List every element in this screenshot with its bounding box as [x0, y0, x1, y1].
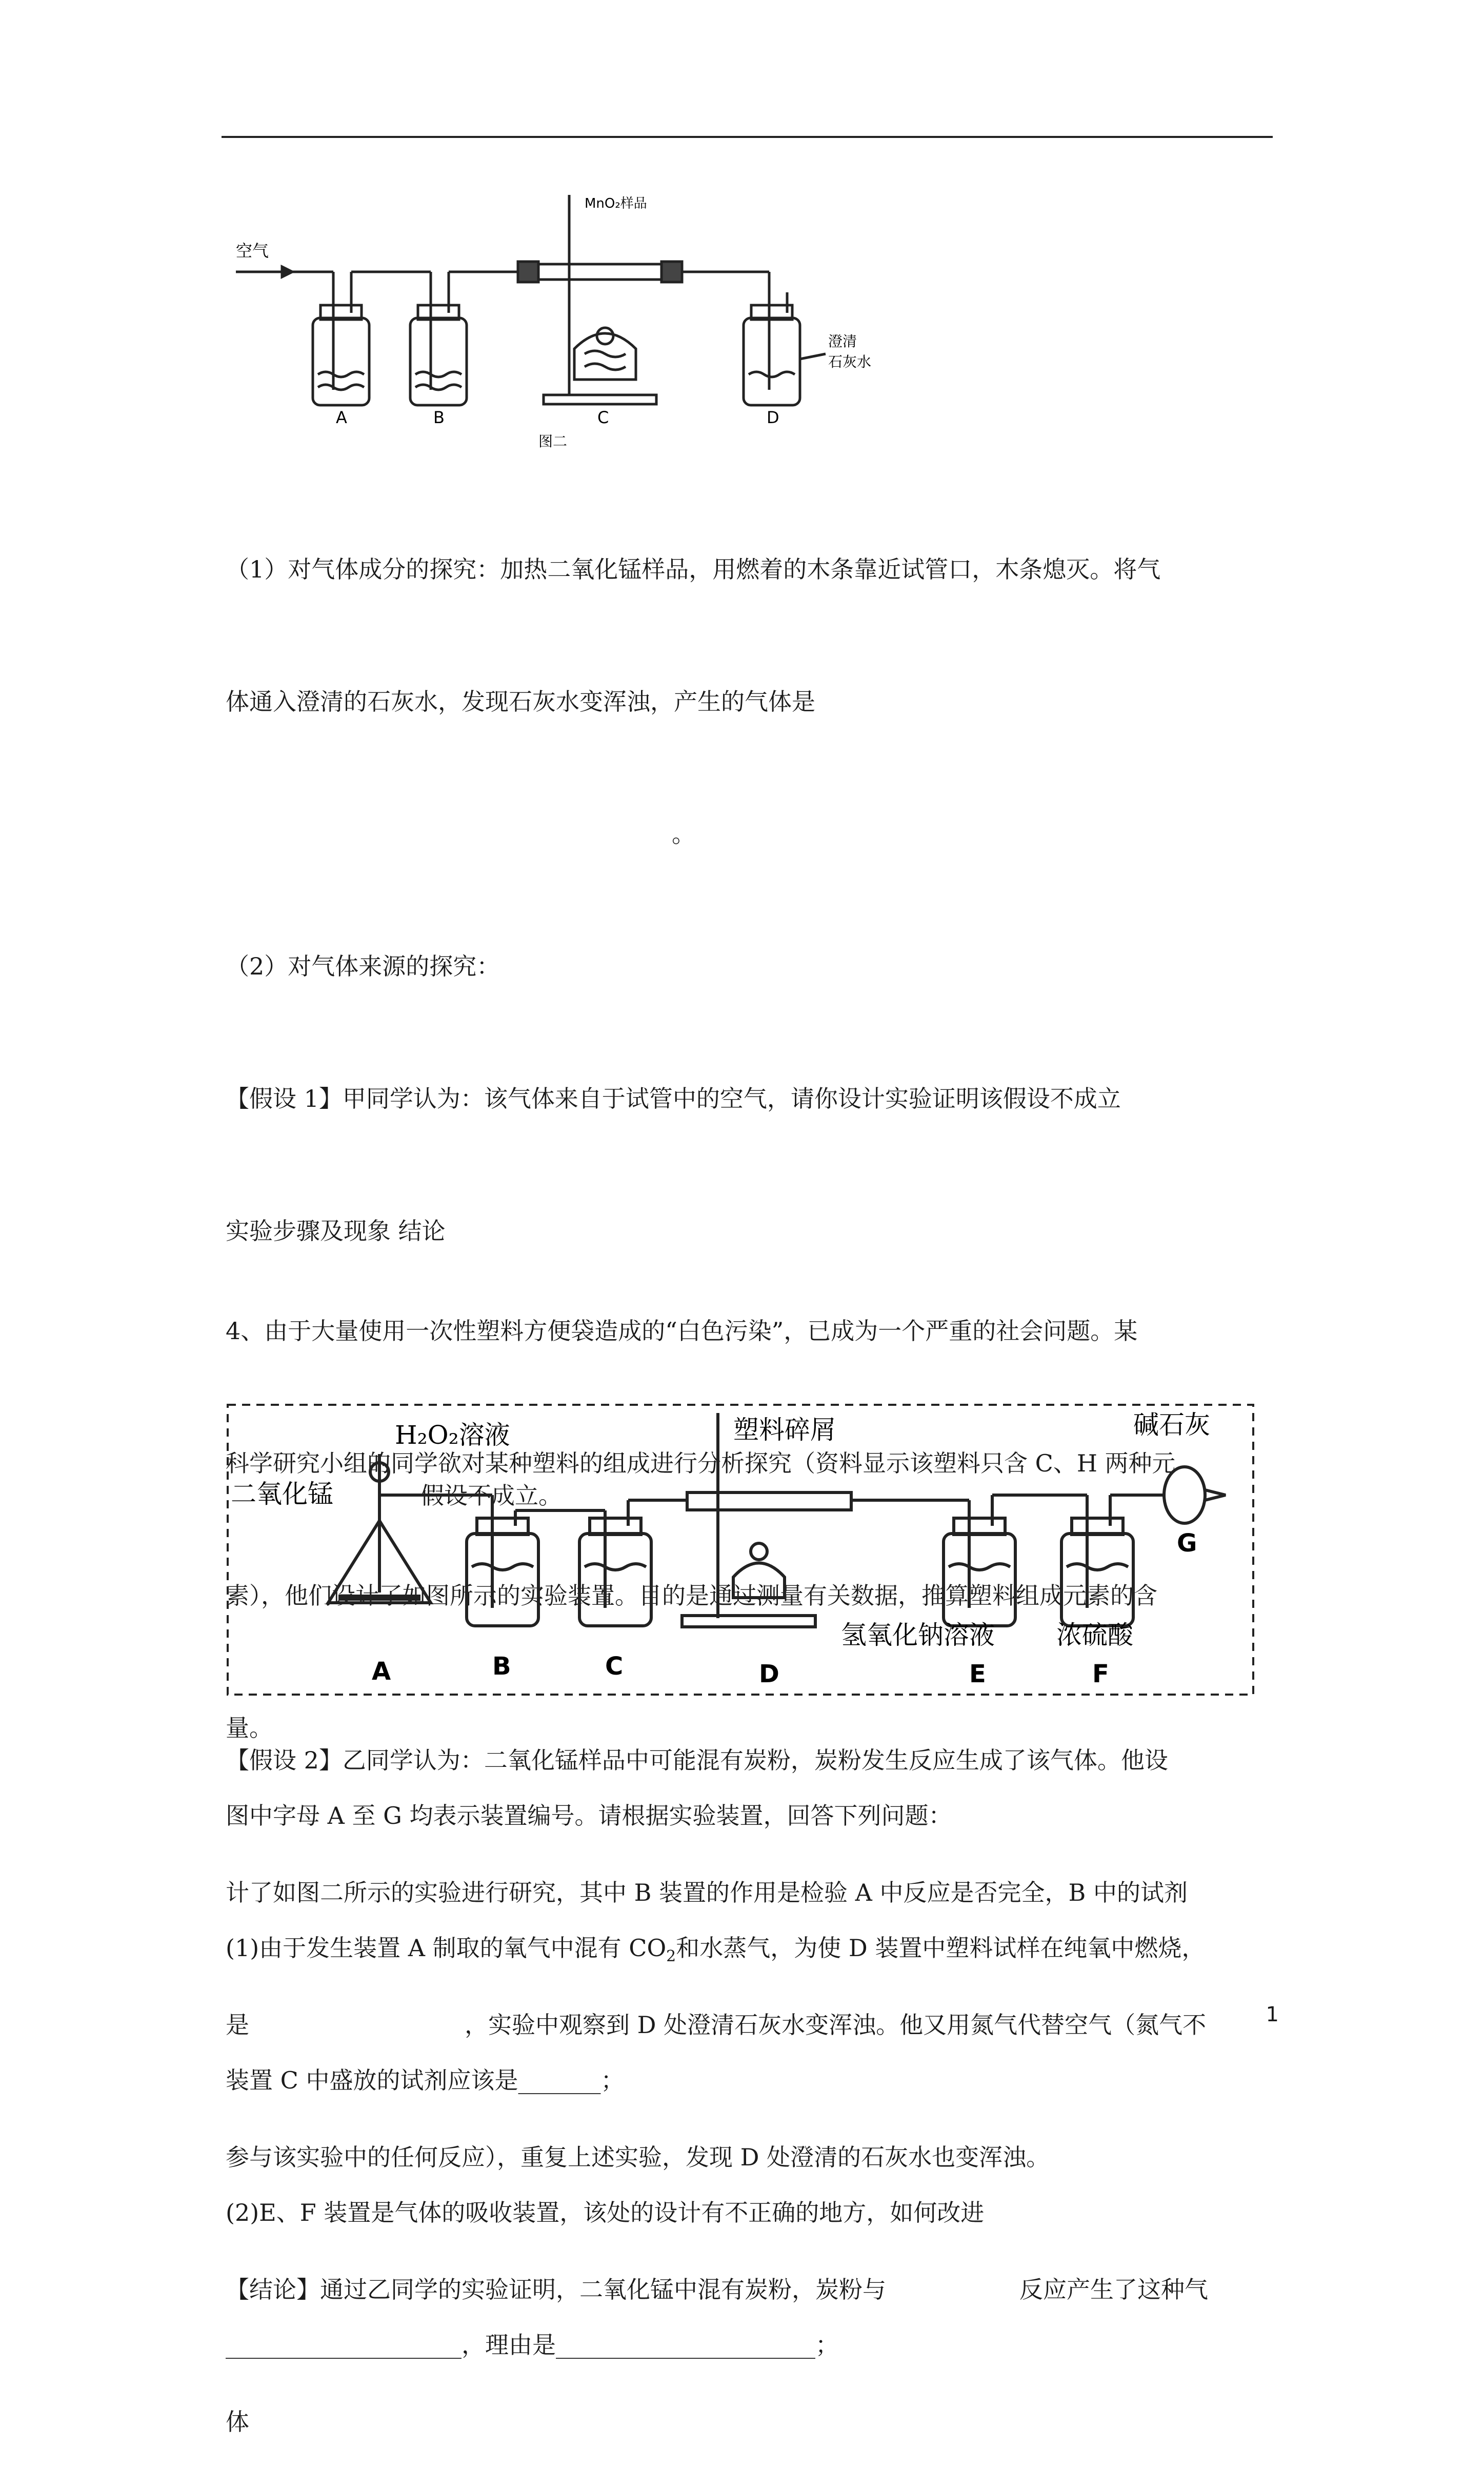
fig2-caption: 图二: [538, 433, 568, 450]
fig-q4-letter-e: E: [969, 1660, 986, 1688]
co2-subscript: 2: [666, 1947, 676, 1965]
fig-q4-soda-lime-label: 碱石灰: [1133, 1410, 1210, 1440]
q3-p1-end: 。: [672, 820, 695, 848]
q3-table-header: 实验步骤及现象 结论: [226, 1217, 446, 1245]
q3-h2-l3-end: ，实验中观察到 D 处澄清石灰水变浑浊。他又用氮气代替空气（氮气不: [465, 2011, 1207, 2039]
q4-line1: 4、由于大量使用一次性塑料方便袋造成的“白色污染”，已成为一个严重的社会问题。某: [226, 1317, 1138, 1345]
fig2-air-label: 空气: [236, 241, 269, 261]
fig2-letter-d: D: [767, 408, 779, 427]
q4-line3: 素），他们设计了如图所示的实验装置。目的是通过测量有关数据，推算塑料组成元素的含: [226, 1582, 1157, 1609]
q4-questions: [226, 1705, 1272, 2411]
q4-s1-start: (1)由于发生装置 A 制取的氧气中混有 CO: [226, 1934, 667, 1962]
q4-s2-line2: ____________________，理由是______________________；: [226, 2331, 839, 2359]
header-rule: [222, 136, 1273, 138]
fig2-letter-a: A: [336, 408, 347, 427]
q3-conclusion-line2: 体: [226, 2408, 249, 2436]
fig-q4-letter-b: B: [492, 1652, 511, 1681]
q3-hypothesis-2-line2: 计了如图二所示的实验进行研究，其中 B 装置的作用是检验 A 中反应是否完全，B 中的试剂: [226, 1879, 1188, 1906]
q3-conclusion-end: 反应产生了这种气: [1019, 2276, 1208, 2303]
fig2-letter-b: B: [433, 408, 445, 427]
q3-h2-l3-start: 是: [226, 2011, 249, 2039]
fig2-sample-label: MnO₂样品: [585, 196, 647, 211]
q4-s2-line1: (2)E、F 装置是气体的吸收装置，该处的设计有不正确的地方，如何改进: [226, 2199, 985, 2226]
q4-line2: 科学研究小组的同学欲对某种塑料的组成进行分析探究（资料显示该塑料只含 C、H 两种元: [226, 1449, 1176, 1477]
fig-q4-h2so4-label: 浓硫酸: [1056, 1620, 1133, 1650]
fig-q4-letter-g: G: [1177, 1529, 1197, 1558]
fig-q4-letter-a: A: [372, 1657, 391, 1686]
fig-q4-plastic-label: 塑料碎屑: [733, 1415, 836, 1445]
figure-2-apparatus: [226, 190, 892, 456]
fig2-lime-label-1: 澄清: [828, 333, 857, 350]
q3-p1-line1: （1）对气体成分的探究：加热二氧化锰样品，用燃着的木条靠近试管口，木条熄灭。将气: [226, 555, 1161, 583]
q4-s1-line2: 装置 C 中盛放的试剂应该是_______；: [226, 2066, 625, 2094]
q3-conclusion-start: 【结论】通过乙同学的实验证明，二氧化锰中混有炭粉，炭粉与: [226, 2276, 886, 2303]
fig-q4-naoh-label: 氢氧化钠溶液: [841, 1620, 995, 1650]
fig-q4-letter-d: D: [759, 1660, 779, 1688]
fig-q4-mno2-label: 二氧化锰: [231, 1479, 333, 1509]
page-number: 1: [1266, 2003, 1279, 2026]
fig2-letter-c: C: [597, 408, 609, 427]
fig-q4-letter-c: C: [605, 1652, 624, 1681]
fig-q4-letter-f: F: [1092, 1660, 1109, 1688]
fig-q4-h2o2-label: H₂O₂溶液: [395, 1420, 510, 1450]
q4-after-figure: 图中字母 A 至 G 均表示装置编号。请根据实验装置，回答下列问题：: [226, 1802, 952, 1829]
q3-h1-result: 假设不成立。: [420, 1482, 562, 1509]
figure-q4-apparatus: [226, 1403, 1256, 1698]
q3-hypothesis-2-line4: 参与该实验中的任何反应），重复上述实验，发现 D 处澄清的石灰水也变浑浊。: [226, 2143, 1050, 2171]
q4-line4: 量。: [226, 1714, 273, 1742]
q3-p1-line2: 体通入澄清的石灰水，发现石灰水变浑浊，产生的气体是: [226, 688, 815, 715]
fig2-lime-label-2: 石灰水: [828, 353, 872, 370]
q3-hypothesis-1: 【假设 1】甲同学认为：该气体来自于试管中的空气，请你设计实验证明该假设不成立: [226, 1085, 1121, 1112]
q4-s1-line1: [226, 1926, 1272, 1970]
q3-p2: （2）对气体来源的探究：: [226, 952, 500, 980]
q4-s1-end: 和水蒸气，为使 D 装置中塑料试样在纯氧中燃烧，: [676, 1934, 1206, 1962]
q3-hypothesis-2-line1: 【假设 2】乙同学认为：二氧化锰样品中可能混有炭粉，炭粉发生反应生成了该气体。他设: [226, 1746, 1168, 1774]
